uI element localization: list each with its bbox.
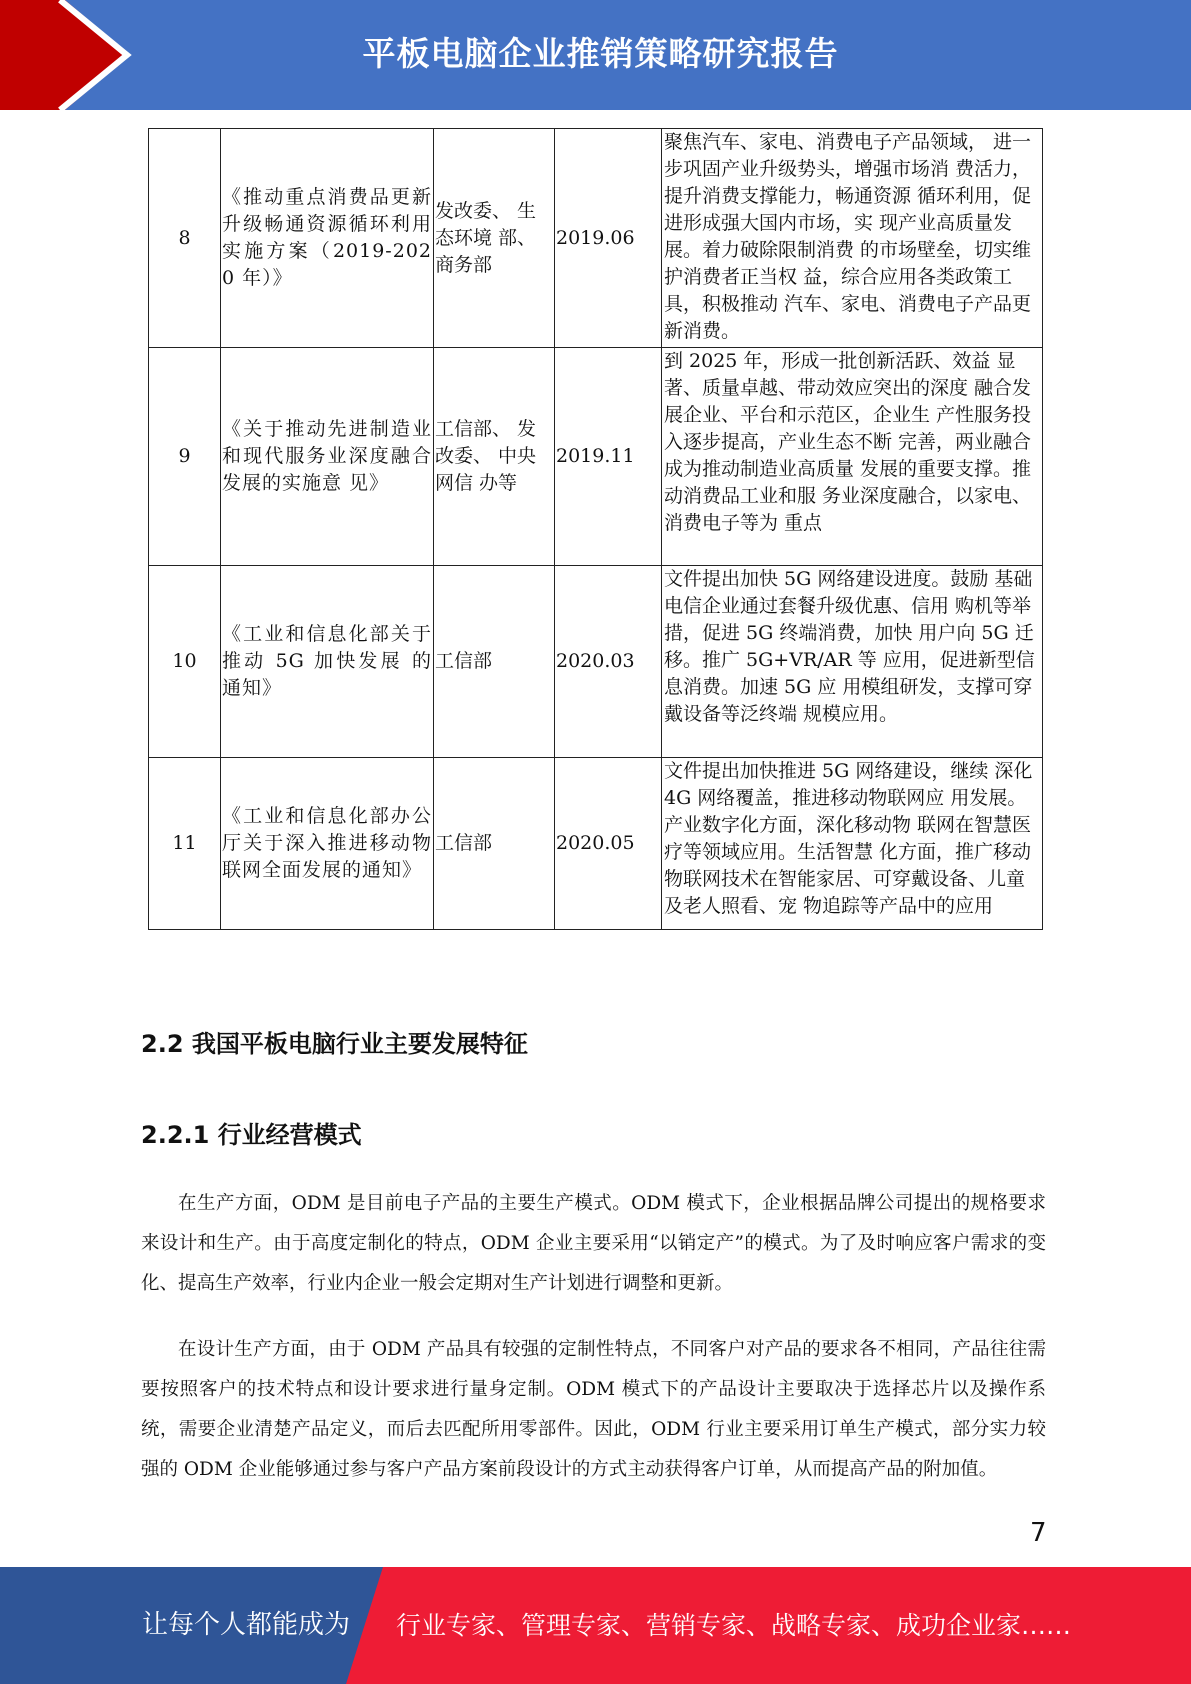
report-title: 平板电脑企业推销策略研究报告	[362, 34, 839, 73]
policy-description	[662, 758, 1043, 930]
table-row	[149, 758, 1043, 930]
table-row	[149, 129, 1043, 348]
table-row	[149, 348, 1043, 566]
row-number: 9	[149, 348, 221, 566]
policy-name: 《工业和信息化部关于推动 5G 加快发展 的通知》	[221, 566, 434, 758]
page-footer	[0, 1567, 1191, 1684]
issue-date: 2020.05	[555, 758, 662, 930]
policy-description-text: 文件提出加快推进 5G 网络建设，继续 深化 4G 网络覆盖，推进移动物联网应 用发展。产业数字化方面，深化移动物 联网在智慧医疗等领域应用。生活智慧 化方面，推广移动物联网技术在智能家居、可穿戴设备、儿童及老人照看、宠 物追踪等产品中的应用	[664, 760, 1033, 917]
policy-name: 《工业和信息化部办公厅关于深入推进移动物联网全面发展的通知》	[221, 758, 434, 930]
policy-description: 文件提出加快 5G 网络建设进度。鼓励 基础电信企业通过套餐升级优惠、信用 购机等举措，促进 5G 终端消费，加快 用户向 5G 迁移。推广 5G+VR/AR 等 应用，促进新型信息消费。加速 5G 应 用模组研发，支撑可穿戴设备等泛终端 规模应用。	[662, 566, 1043, 758]
row-number: 8	[149, 129, 221, 348]
issuing-department: 工信部	[434, 758, 555, 930]
table-row	[149, 566, 1043, 758]
policy-name: 《关于推动先进制造业和现代服务业深度融合发展的实施意 见》	[221, 348, 434, 566]
issue-date: 2020.03	[555, 566, 662, 758]
page-header	[0, 0, 1191, 110]
footer-slogan-right: 行业专家、管理专家、营销专家、战略专家、成功企业家……	[396, 1611, 1072, 1640]
body-paragraph: 在生产方面，ODM 是目前电子产品的主要生产模式。ODM 模式下，企业根据品牌公司提出的规格要求来设计和生产。由于高度定制化的特点，ODM 企业主要采用“以销定产”的模式。为了及时响应客户需求的变化、提高生产效率，行业内企业一般会定期对生产计划进行调整和更新。	[141, 1193, 1046, 1294]
issue-date: 2019.11	[555, 348, 662, 566]
policy-description: 聚焦汽车、家电、消费电子产品领域， 进一步巩固产业升级势头，增强市场消 费活力，提升消费支撑能力，畅通资源 循环利用，促进形成强大国内市场，实 现产业高质量发展。着力破除限制消费 的市场壁垒，切实维护消费者正当权 益，综合应用各类政策工具，积极推动 汽车、家电、消费电子产品更新消费。	[662, 129, 1043, 348]
issuing-department: 工信部、 发改委、 中央网信 办等	[434, 348, 555, 566]
section-heading: 2.2 我国平板电脑行业主要发展特征	[141, 1030, 528, 1058]
page-number: 7	[1030, 1518, 1047, 1548]
body-paragraph: 在设计生产方面，由于 ODM 产品具有较强的定制性特点，不同客户对产品的要求各不相同，产品往往需要按照客户的技术特点和设计要求进行量身定制。ODM 模式下的产品设计主要取决于选择芯片以及操作系统，需要企业清楚产品定义，而后去匹配所用零部件。因此，ODM 行业主要采用订单生产模式，部分实力较强的 ODM 企业能够通过参与客户产品方案前段设计的方式主动获得客户订单，从而提高产品的附加值。	[141, 1339, 1046, 1480]
policy-table	[148, 128, 1043, 930]
footer-slogan-left: 让每个人都能成为	[142, 1610, 351, 1640]
row-number: 11	[149, 758, 221, 930]
issue-date: 2019.06	[555, 129, 662, 348]
issuing-department: 发改委、 生态环境 部、商务部	[434, 129, 555, 348]
subsection-heading: 2.2.1 行业经营模式	[141, 1121, 362, 1149]
policy-name: 《推动重点消费品更新升级畅通资源循环利用实施方案（2019-2020 年）》	[221, 129, 434, 348]
issuing-department: 工信部	[434, 566, 555, 758]
policy-description: 到 2025 年，形成一批创新活跃、效益 显著、质量卓越、带动效应突出的深度 融合发展企业、平台和示范区，企业生 产性服务投入逐步提高，产业生态不断 完善，两业融合成为推动制造业高质量 发展的重要支撑。推动消费品工业和服 务业深度融合，以家电、消费电子等为 重点	[662, 348, 1043, 566]
row-number: 10	[149, 566, 221, 758]
